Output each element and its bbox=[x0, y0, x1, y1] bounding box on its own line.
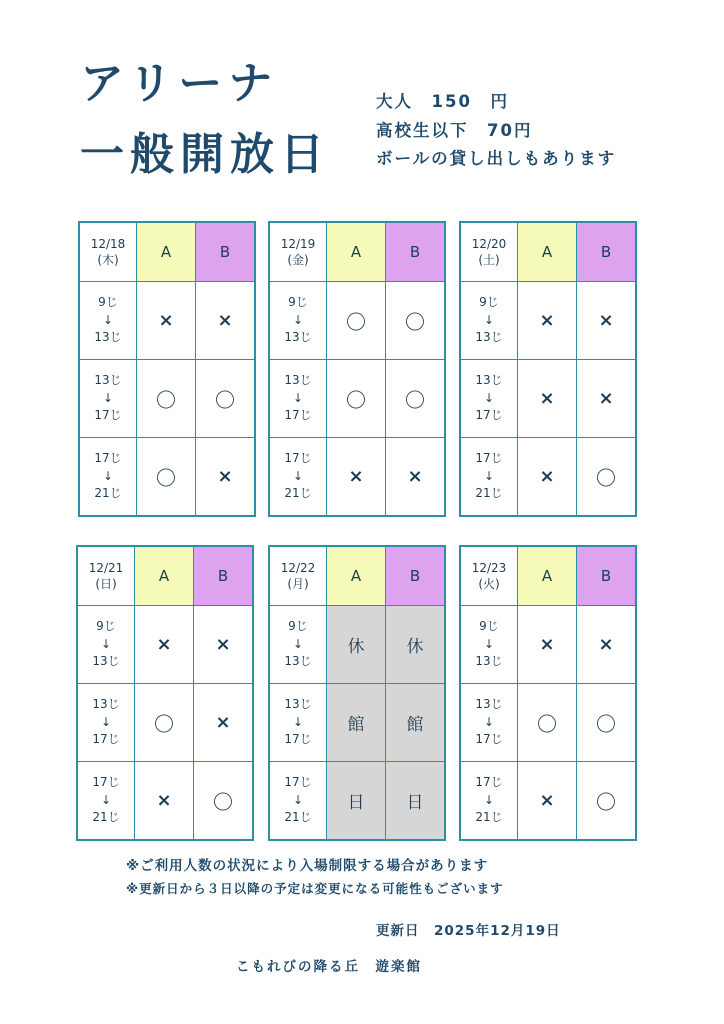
court-b-header: B bbox=[196, 222, 256, 282]
time-slot-afternoon: 13じ ↓ 17じ bbox=[269, 684, 327, 762]
availability-mark: × bbox=[518, 606, 577, 684]
title-line-1: アリーナ bbox=[80, 58, 279, 109]
availability-mark: 〇 bbox=[577, 438, 637, 517]
time-slot-afternoon: 13じ ↓ 17じ bbox=[269, 360, 327, 438]
court-b-header: B bbox=[386, 546, 446, 606]
date-cell: 12/19 (金) bbox=[269, 222, 327, 282]
availability-mark: × bbox=[327, 438, 386, 517]
availability-mark: 〇 bbox=[194, 762, 254, 841]
availability-mark: 〇 bbox=[577, 762, 637, 841]
date-cell: 12/18 (木) bbox=[79, 222, 137, 282]
availability-mark: 〇 bbox=[135, 684, 194, 762]
availability-mark: × bbox=[196, 438, 256, 517]
facility-name: こもれびの降る丘 遊楽館 bbox=[236, 959, 422, 975]
ball-rental-note: ボールの貸し出しもあります bbox=[376, 149, 617, 168]
time-slot-evening: 17じ ↓ 21じ bbox=[460, 438, 518, 517]
availability-mark: × bbox=[518, 438, 577, 517]
availability-mark: 〇 bbox=[577, 684, 637, 762]
time-slot-evening: 17じ ↓ 21じ bbox=[269, 762, 327, 841]
availability-mark: × bbox=[518, 282, 577, 360]
availability-mark: 〇 bbox=[518, 684, 577, 762]
closed-day-cell: 休 bbox=[327, 606, 386, 684]
court-b-header: B bbox=[386, 222, 446, 282]
time-slot-morning: 9じ ↓ 13じ bbox=[460, 282, 518, 360]
date-cell: 12/20 (土) bbox=[460, 222, 518, 282]
closed-day-cell: 館 bbox=[327, 684, 386, 762]
schedule-table-day-5 bbox=[268, 545, 446, 841]
time-slot-afternoon: 13じ ↓ 17じ bbox=[79, 360, 137, 438]
court-a-header: A bbox=[327, 222, 386, 282]
availability-mark: × bbox=[135, 606, 194, 684]
time-slot-afternoon: 13じ ↓ 17じ bbox=[460, 684, 518, 762]
availability-mark: × bbox=[518, 762, 577, 841]
fee-adult: 大人 150 円 bbox=[376, 92, 509, 111]
date-cell: 12/22 (月) bbox=[269, 546, 327, 606]
availability-mark: × bbox=[135, 762, 194, 841]
court-a-header: A bbox=[137, 222, 196, 282]
availability-mark: 〇 bbox=[386, 360, 446, 438]
availability-mark: 〇 bbox=[137, 360, 196, 438]
fee-student: 高校生以下 70円 bbox=[376, 121, 533, 140]
availability-mark: × bbox=[577, 606, 637, 684]
time-slot-evening: 17じ ↓ 21じ bbox=[269, 438, 327, 517]
availability-mark: 〇 bbox=[327, 282, 386, 360]
date-cell: 12/23 (火) bbox=[460, 546, 518, 606]
time-slot-morning: 9じ ↓ 13じ bbox=[269, 282, 327, 360]
updated-date: 更新日 2025年12月19日 bbox=[376, 923, 561, 939]
court-a-header: A bbox=[518, 222, 577, 282]
availability-mark: × bbox=[386, 438, 446, 517]
title-line-2: 一般開放日 bbox=[80, 129, 330, 180]
time-slot-afternoon: 13じ ↓ 17じ bbox=[460, 360, 518, 438]
court-a-header: A bbox=[327, 546, 386, 606]
closed-day-cell: 日 bbox=[327, 762, 386, 841]
availability-mark: × bbox=[518, 360, 577, 438]
closed-day-cell: 館 bbox=[386, 684, 446, 762]
closed-day-cell: 日 bbox=[386, 762, 446, 841]
time-slot-morning: 9じ ↓ 13じ bbox=[79, 282, 137, 360]
availability-mark: × bbox=[196, 282, 256, 360]
schedule-table-day-3 bbox=[459, 221, 637, 517]
availability-mark: 〇 bbox=[196, 360, 256, 438]
court-a-header: A bbox=[518, 546, 577, 606]
availability-mark: × bbox=[577, 360, 637, 438]
court-b-header: B bbox=[194, 546, 254, 606]
time-slot-evening: 17じ ↓ 21じ bbox=[77, 762, 135, 841]
availability-mark: 〇 bbox=[386, 282, 446, 360]
time-slot-morning: 9じ ↓ 13じ bbox=[269, 606, 327, 684]
time-slot-evening: 17じ ↓ 21じ bbox=[460, 762, 518, 841]
availability-mark: × bbox=[577, 282, 637, 360]
court-b-header: B bbox=[577, 222, 637, 282]
schedule-table-day-1 bbox=[78, 221, 256, 517]
time-slot-evening: 17じ ↓ 21じ bbox=[79, 438, 137, 517]
availability-mark: × bbox=[194, 684, 254, 762]
time-slot-morning: 9じ ↓ 13じ bbox=[77, 606, 135, 684]
court-a-header: A bbox=[135, 546, 194, 606]
time-slot-morning: 9じ ↓ 13じ bbox=[460, 606, 518, 684]
availability-mark: 〇 bbox=[137, 438, 196, 517]
availability-mark: × bbox=[137, 282, 196, 360]
date-cell: 12/21 (日) bbox=[77, 546, 135, 606]
schedule-table-day-6 bbox=[459, 545, 637, 841]
notice-schedule-change: ※更新日から３日以降の予定は変更になる可能性もございます bbox=[126, 881, 504, 896]
closed-day-cell: 休 bbox=[386, 606, 446, 684]
notice-entry-limit: ※ご利用人数の状況により入場制限する場合があります bbox=[126, 858, 489, 874]
availability-mark: × bbox=[194, 606, 254, 684]
schedule-table-day-4 bbox=[76, 545, 254, 841]
availability-mark: 〇 bbox=[327, 360, 386, 438]
court-b-header: B bbox=[577, 546, 637, 606]
schedule-table-day-2 bbox=[268, 221, 446, 517]
time-slot-afternoon: 13じ ↓ 17じ bbox=[77, 684, 135, 762]
